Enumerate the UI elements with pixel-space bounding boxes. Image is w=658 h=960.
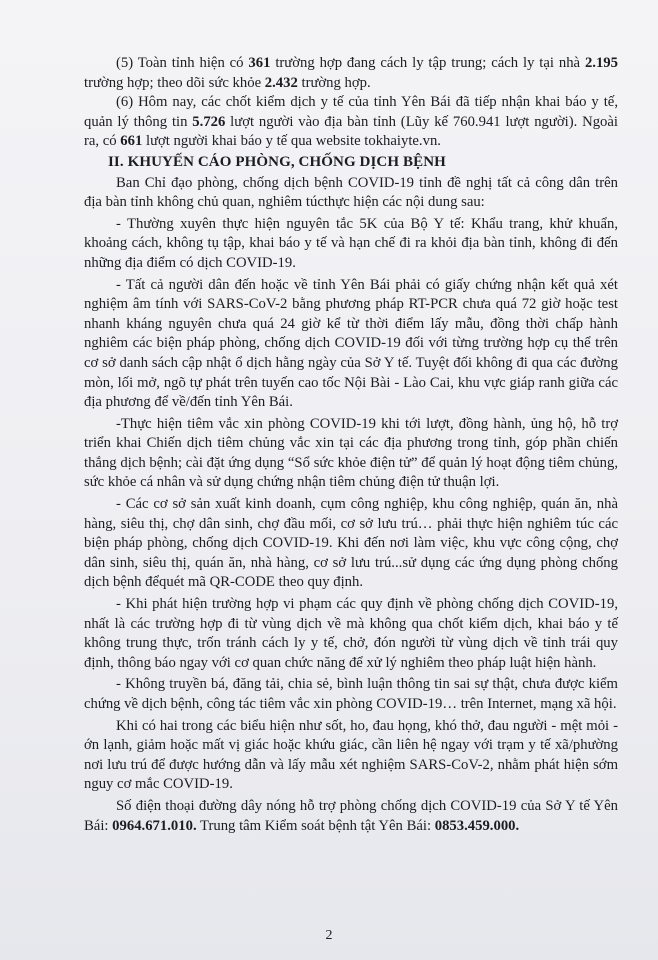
page-number: 2 <box>325 928 333 943</box>
paragraph-intro: Ban Chỉ đạo phòng, chống dịch bệnh COVID-19 tỉnh đề nghị tất cả công dân trên địa bàn tỉnh không chủ quan, nghiêm túcthực hiện các nội dung sau: <box>84 174 618 211</box>
document-body <box>84 54 618 838</box>
bullet-businesses: - Các cơ sở sản xuất kinh doanh, cụm công nghiệp, khu công nghiệp, quán ăn, nhà hàng, siêu thị, chợ dân sinh, chợ đầu mối, cơ sở lưu trú… phải thực hiện nghiêm túc các biện pháp phòng, chống dịch COVID-19. Khi đến nơi làm việc, khu vực công cộng, chợ dân sinh, siêu thị, quán ăn, nhà hàng, cơ sở lưu trú...sử dụng các ứng dụng phòng chống dịch bệnh đểquét mã QR-CODE theo quy định. <box>84 496 618 591</box>
stat-checkpoint-arrivals: 5.726 <box>192 113 226 130</box>
hotline-cdc: 0853.459.000. <box>434 817 520 834</box>
stat-home-isolation: 2.195 <box>584 55 618 71</box>
bullet-vaccination: -Thực hiện tiêm vắc xin phòng COVID-19 khi tới lượt, đồng hành, ủng hộ, hỗ trợ triển khai Chiến dịch tiêm chủng vắc xin tại các địa phương trong tỉnh, góp phần chiến thắng dịch bệnh; cài đặt ứng dụng “Sổ sức khỏe điện tử” để quản lý hoạt động tiêm chủng, sức khỏe cá nhân và sử dụng chứng nhận tiêm chủng điện tử thuận lợi. <box>84 415 618 491</box>
paragraph-checkpoint-stats: (6) Hôm nay, các chốt kiểm dịch y tế của tỉnh Yên Bái đã tiếp nhận khai báo y tế, quản lý thông tin 5.726 lượt người vào địa bàn tỉnh (Lũy kế 760.941 lượt người). Ngoài ra, có 661 lượt người khai báo y tế qua website tokhaiyte.vn. <box>84 94 618 150</box>
hotline-health-dept: 0964.671.010. <box>112 817 197 834</box>
paragraph-isolation-stats: (5) Toàn tỉnh hiện có 361 trường hợp đang cách ly tập trung; cách ly tại nhà 2.195 trường hợp; theo dõi sức khỏe 2.432 trường hợp. <box>84 55 618 91</box>
stat-concentrated-isolation: 361 <box>248 55 271 71</box>
bullet-5k: - Thường xuyên thực hiện nguyên tắc 5K của Bộ Y tế: Khẩu trang, khử khuẩn, khoảng cách, không tụ tập, khai báo y tế và hạn chế đi ra khỏi địa bàn tỉnh, không đi đến những địa điểm có dịch COVID-19. <box>84 215 618 271</box>
bullet-violations: - Khi phát hiện trường hợp vi phạm các quy định về phòng chống dịch COVID-19, nhất là các trường hợp đi từ vùng dịch về mà không qua chốt kiểm dịch, khai báo y tế không trung thực, trốn tránh cách ly y tế, chở, đón người từ vùng dịch về tỉnh trái quy định, thông báo ngay với cơ quan chức năng để xử lý nghiêm theo pháp luật hiện hành. <box>84 596 618 671</box>
bullet-misinformation: - Không truyền bá, đăng tải, chia sẻ, bình luận thông tin sai sự thật, chưa được kiểm chứng về dịch bệnh, công tác tiêm vắc xin phòng COVID-19… trên Internet, mạng xã hội. <box>84 676 618 712</box>
section-heading: II. KHUYẾN CÁO PHÒNG, CHỐNG DỊCH BỆNH <box>108 153 446 170</box>
paragraph-hotline: Số điện thoại đường dây nóng hỗ trợ phòng chống dịch COVID-19 của Sở Y tế Yên Bái: 0964.671.010. Trung tâm Kiểm soát bệnh tật Yên Bái: 0853.459.000. <box>84 797 618 834</box>
bullet-travel-testing: - Tất cả người dân đến hoặc về tỉnh Yên Bái phải có giấy chứng nhận kết quả xét nghiệm âm tính với SARS-CoV-2 bằng phương pháp RT-PCR chưa quá 72 giờ hoặc test nhanh kháng nguyên chưa quá 24 giờ kể từ thời điểm lấy mẫu, đồng thời chấp hành nghiêm các biện pháp phòng, chống dịch COVID-19 đối với từng trường hợp cụ thể trên cơ sở danh sách cập nhật ổ dịch hằng ngày của Sở Y tế. Tuyệt đối không đi qua các đường mòn, lối mở, ngõ tự phát trên tuyến cao tốc Nội Bài - Lào Cai, khu vực giáp ranh giữa các địa phương để về/đến tỉnh Yên Bái. <box>84 276 618 411</box>
stat-health-monitoring: 2.432 <box>264 74 298 91</box>
paragraph-symptoms: Khi có hai trong các biểu hiện như sốt, ho, đau họng, khó thở, đau người - mệt mỏi - ớn lạnh, giảm hoặc mất vị giác hoặc khứu giác, cần liên hệ ngay với trạm y tế xã/phường nơi lưu trú để được hướng dẫn và lấy mẫu xét nghiệm SARS-CoV-2, nhằm phát hiện sớm nguy cơ mắc COVID-19. <box>84 717 618 793</box>
stat-online-declarations: 661 <box>120 133 143 150</box>
